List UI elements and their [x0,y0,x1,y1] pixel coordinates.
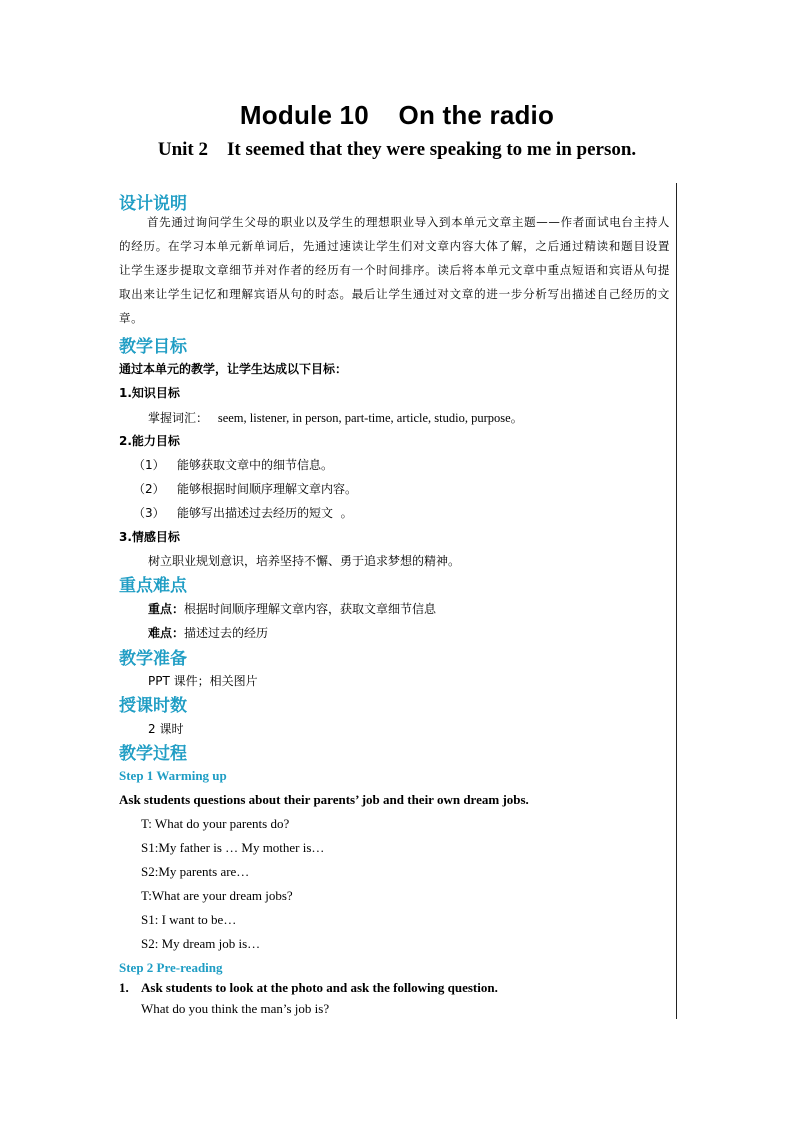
module-title: Module 10 On the radio [239,100,555,130]
ability-item-text: 能够获取文章中的细节信息。 [177,458,334,472]
ability-item-number: （3） [133,506,165,520]
emotion-objective-title: 3.情感目标 [119,530,180,544]
unit-subtitle: Unit 2 It seemed that they were speaking to me in person. [157,139,637,160]
dialogue-line: S2:My parents are… [141,864,250,879]
ability-objective-title: 2.能力目标 [119,434,180,448]
ability-item [133,480,357,497]
step2-instruction-line [119,980,498,996]
design-paragraph: 首先通过询问学生父母的职业以及学生的理想职业导入到本单元文章主题——作者面试电台主持人的经历。在学习本单元新单词后，先通过速读让学生们对文章内容大体了解，之后通过精读和题目设置让学生逐步提取文章细节并对作者的经历有一个时间排序。读后将本单元文章中重点短语和宾语从句提取出来让学生记忆和理解宾语从句的时态。最后让学生通过对文章的进一步分析写出描述自己经历的文章。 [119,215,670,325]
step2-instruction: Ask students to look at the photo and ask the following question. [141,980,498,995]
step1-title: Step 1 Warming up [119,768,227,783]
objectives-intro: 通过本单元的教学，让学生达成以下目标： [119,362,348,376]
section-heading-process: 教学过程 [119,744,187,764]
key-point-line [148,600,436,617]
step2-title: Step 2 Pre-reading [119,960,223,975]
key-point-text: 根据时间顺序理解文章内容，获取文章细节信息 [184,602,437,616]
section-heading-duration: 授课时数 [119,696,187,716]
step1-instruction: Ask students questions about their parents’ job and their own dream jobs. [119,792,529,807]
emotion-objective-text: 树立职业规划意识，培养坚持不懈、勇于追求梦想的精神。 [148,554,461,568]
ability-item-text: 能够根据时间顺序理解文章内容。 [177,482,358,496]
difficult-point-line [148,624,268,641]
knowledge-label: 掌握词汇： [148,411,209,425]
section-heading-objectives: 教学目标 [119,337,187,357]
ability-item-text: 能够写出描述过去经历的短文 。 [177,506,353,520]
dialogue-line: T:What are your dream jobs? [141,888,293,903]
table-border-right [676,183,677,1019]
dialogue-line: S1: I want to be… [141,912,237,927]
duration-text: 2 课时 [148,722,184,736]
vocabulary-list: seem, listener, in person, part-time, article, studio, purpose。 [217,411,524,425]
difficult-point-text: 描述过去的经历 [184,626,269,640]
step2-number: 1. [119,980,129,995]
preparation-text: PPT 课件；相关图片 [148,674,258,688]
key-point-label: 重点： [148,602,185,616]
ability-item-number: （2） [133,482,165,496]
dialogue-line: S2: My dream job is… [141,936,261,951]
difficult-point-label: 难点： [148,626,185,640]
step2-question: What do you think the man’s job is? [141,1001,330,1016]
ability-item [133,504,353,521]
section-heading-design: 设计说明 [119,194,187,214]
knowledge-objective-title: 1.知识目标 [119,386,180,400]
knowledge-objective-line [148,408,523,426]
section-heading-key-points: 重点难点 [119,576,187,596]
ability-item [133,456,333,473]
section-heading-preparation: 教学准备 [119,649,187,669]
dialogue-line: T: What do your parents do? [141,816,290,831]
dialogue-line: S1:My father is … My mother is… [141,840,325,855]
ability-item-number: （1） [133,458,165,472]
